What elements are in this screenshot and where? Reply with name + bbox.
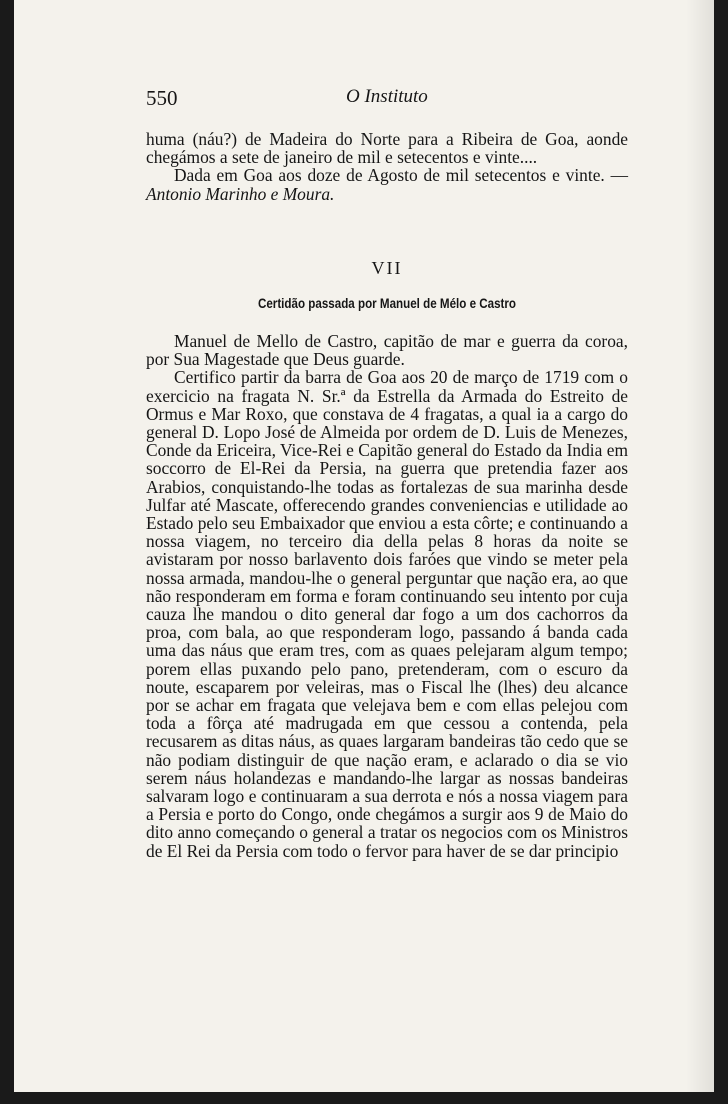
signature: Antonio Marinho e Moura.: [146, 183, 335, 204]
body-text: [146, 332, 628, 860]
dating-paragraph: [146, 166, 628, 202]
section-title: Certidão passada por Manuel de Mélo e Castro: [257, 296, 517, 311]
dating-line: Dada em Goa aos doze de Agosto de mil setecentos e vinte. —: [174, 165, 628, 186]
body-paragraph-1: Manuel de Mello de Castro, capitão de mar e guerra da coroa, por Sua Magestade que Deus guarde.: [146, 331, 628, 370]
page-number: 550: [146, 86, 178, 110]
section-number: VII: [371, 258, 403, 278]
continuation-text: [146, 130, 628, 203]
continuation-paragraph: huma (náu?) de Madeira do Norte para a Ribeira de Goa, aonde chegámos a sete de janeiro de mil e setecentos e vinte....: [146, 129, 628, 168]
running-title: O Instituto: [346, 86, 428, 107]
page-header: [146, 86, 628, 112]
body-paragraph-2: Certifico partir da barra de Goa aos 20 de março de 1719 com o exercicio na fragata N. Sr.ª da Estrella da Armada do Estreito de Ormus e Mar Roxo, que constava de 4 fragatas, a qual ia a cargo do general D. Lopo José de Almeida por ordem de D. Luis de Menezes, Conde da Ericeira, Vice-Rei e Capitão general do Estado da India em soccorro de El-Rei da Persia, na guerra que pretendia fazer aos Arabios, conquistando-lhe todas as fortalezas de sua marinha desde Julfar até Mascate, offerecendo grandes conveniencias e utilidade ao Estado pelo seu Embaixador que enviou a esta côrte; e continuando a nossa viagem, no terceiro dia della pelas 8 horas da noite se avistaram por nosso barlavento dois faróes que vindo se meter pela nossa armada, mandou-lhe o general perguntar que nação era, ao que não responderam em forma e foram continuando seu intento por cuja cauza lhe mandou o dito general dar fogo a um dos cachorros da proa, com bala, ao que responderam logo, passando á banda cada uma das náus que eram tres, com as quaes pelejaram algum tempo; porem ellas puxando pelo pano, pretenderam, com o escuro da noute, escaparem por veleiras, mas o Fiscal lhe (lhes) deu alcance por se achar em fragata que velejava bem e com ellas pelejou com toda a fôrça até madrugada em que cessou a contenda, pela recusarem as ditas náus, as quaes largaram bandeiras tão cedo que se não podiam distinguir de que nação eram, e aclarado o dia se vio serem náus holandezas e mandando-lhe largar as nossas bandeiras salvaram logo e continuaram a sua derrota e nós a nossa viagem para a Persia e porto do Congo, onde chegámos a surgir aos 9 de Maio do dito anno começando o general a tratar os negocios com os Ministros de El Rei da Persia com todo o fervor para haver de se dar principio: [146, 367, 628, 861]
